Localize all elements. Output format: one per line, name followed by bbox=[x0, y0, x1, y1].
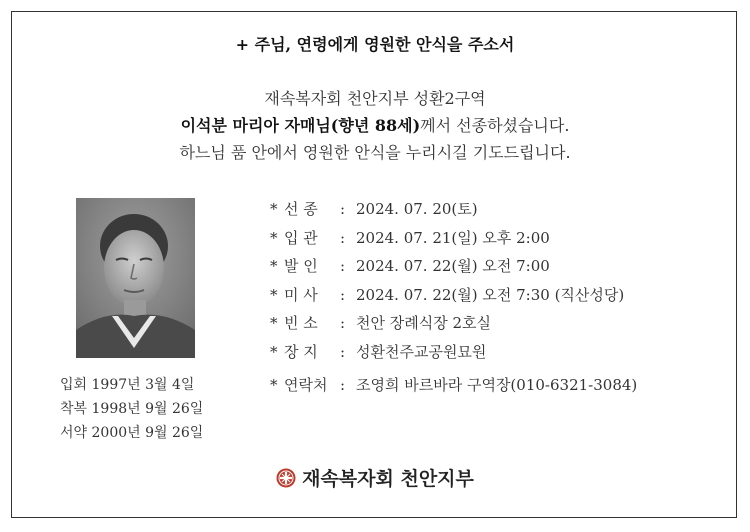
contact-row: * 연락처 : 조영희 바르바라 구역장(010-6321-3084) bbox=[270, 376, 638, 394]
detail-value: 성환천주교공원묘원 bbox=[356, 342, 487, 361]
detail-label: 장 지 bbox=[284, 342, 318, 361]
notice-title: + 주님, 연령에게 영원한 안식을 주소서 bbox=[235, 35, 515, 54]
detail-row: * 발 인 : 2024. 07. 22(월) 오전 7:00 bbox=[270, 257, 550, 275]
contact-label: 연락처 bbox=[284, 376, 328, 394]
portrait-photo bbox=[76, 198, 195, 358]
funeral-details bbox=[270, 198, 637, 403]
bullet: * bbox=[270, 285, 278, 304]
bullet: * bbox=[270, 257, 278, 275]
detail-label: 선 종 bbox=[284, 200, 318, 218]
bullet: * bbox=[270, 228, 278, 247]
detail-value: 2024. 07. 20(토) bbox=[356, 200, 478, 218]
date-entry: 서약 2000년 9월 26일 bbox=[60, 425, 204, 441]
intro-line-2 bbox=[0, 113, 750, 136]
detail-label: 미 사 bbox=[284, 285, 318, 304]
bullet: * bbox=[270, 342, 278, 361]
detail-value: 2024. 07. 22(월) 오전 7:30 (직산성당) bbox=[356, 285, 625, 304]
detail-value: 2024. 07. 22(월) 오전 7:00 bbox=[356, 257, 550, 275]
intro-line-2-rest: 께서 선종하셨습니다. bbox=[420, 116, 570, 135]
bullet: * bbox=[270, 314, 278, 332]
deceased-name: 이석분 마리아 자매님(향년 88세) bbox=[180, 116, 421, 135]
intro-line-1: 재속복자회 천안지부 성환2구역 bbox=[264, 89, 486, 108]
bullet: * bbox=[270, 376, 278, 394]
detail-row: * 선 종 : 2024. 07. 20(토) bbox=[270, 200, 478, 218]
detail-label: 입 관 bbox=[284, 228, 318, 247]
detail-row: * 미 사 : 2024. 07. 22(월) 오전 7:30 (직산성당) bbox=[270, 285, 625, 304]
order-emblem-icon bbox=[276, 468, 296, 488]
detail-row: * 장 지 : 성환천주교공원묘원 bbox=[270, 342, 487, 361]
footer-organization bbox=[0, 464, 750, 491]
detail-label: 빈 소 bbox=[284, 314, 318, 332]
detail-label: 발 인 bbox=[284, 257, 318, 275]
detail-row: * 빈 소 : 천안 장례식장 2호실 bbox=[270, 314, 492, 332]
footer-text: 재속복자회 천안지부 bbox=[302, 468, 474, 490]
bullet: * bbox=[270, 200, 278, 218]
date-entry: 착복 1998년 9월 26일 bbox=[60, 401, 204, 417]
detail-value: 2024. 07. 21(일) 오후 2:00 bbox=[356, 228, 550, 247]
contact-value: 조영희 바르바라 구역장(010-6321-3084) bbox=[356, 376, 638, 394]
detail-row: * 입 관 : 2024. 07. 21(일) 오후 2:00 bbox=[270, 228, 550, 247]
intro-line-3: 하느님 품 안에서 영원한 안식을 누리시길 기도드립니다. bbox=[179, 143, 571, 162]
membership-dates bbox=[60, 373, 203, 445]
detail-value: 천안 장례식장 2호실 bbox=[356, 314, 492, 332]
date-entry: 입회 1997년 3월 4일 bbox=[60, 377, 195, 393]
